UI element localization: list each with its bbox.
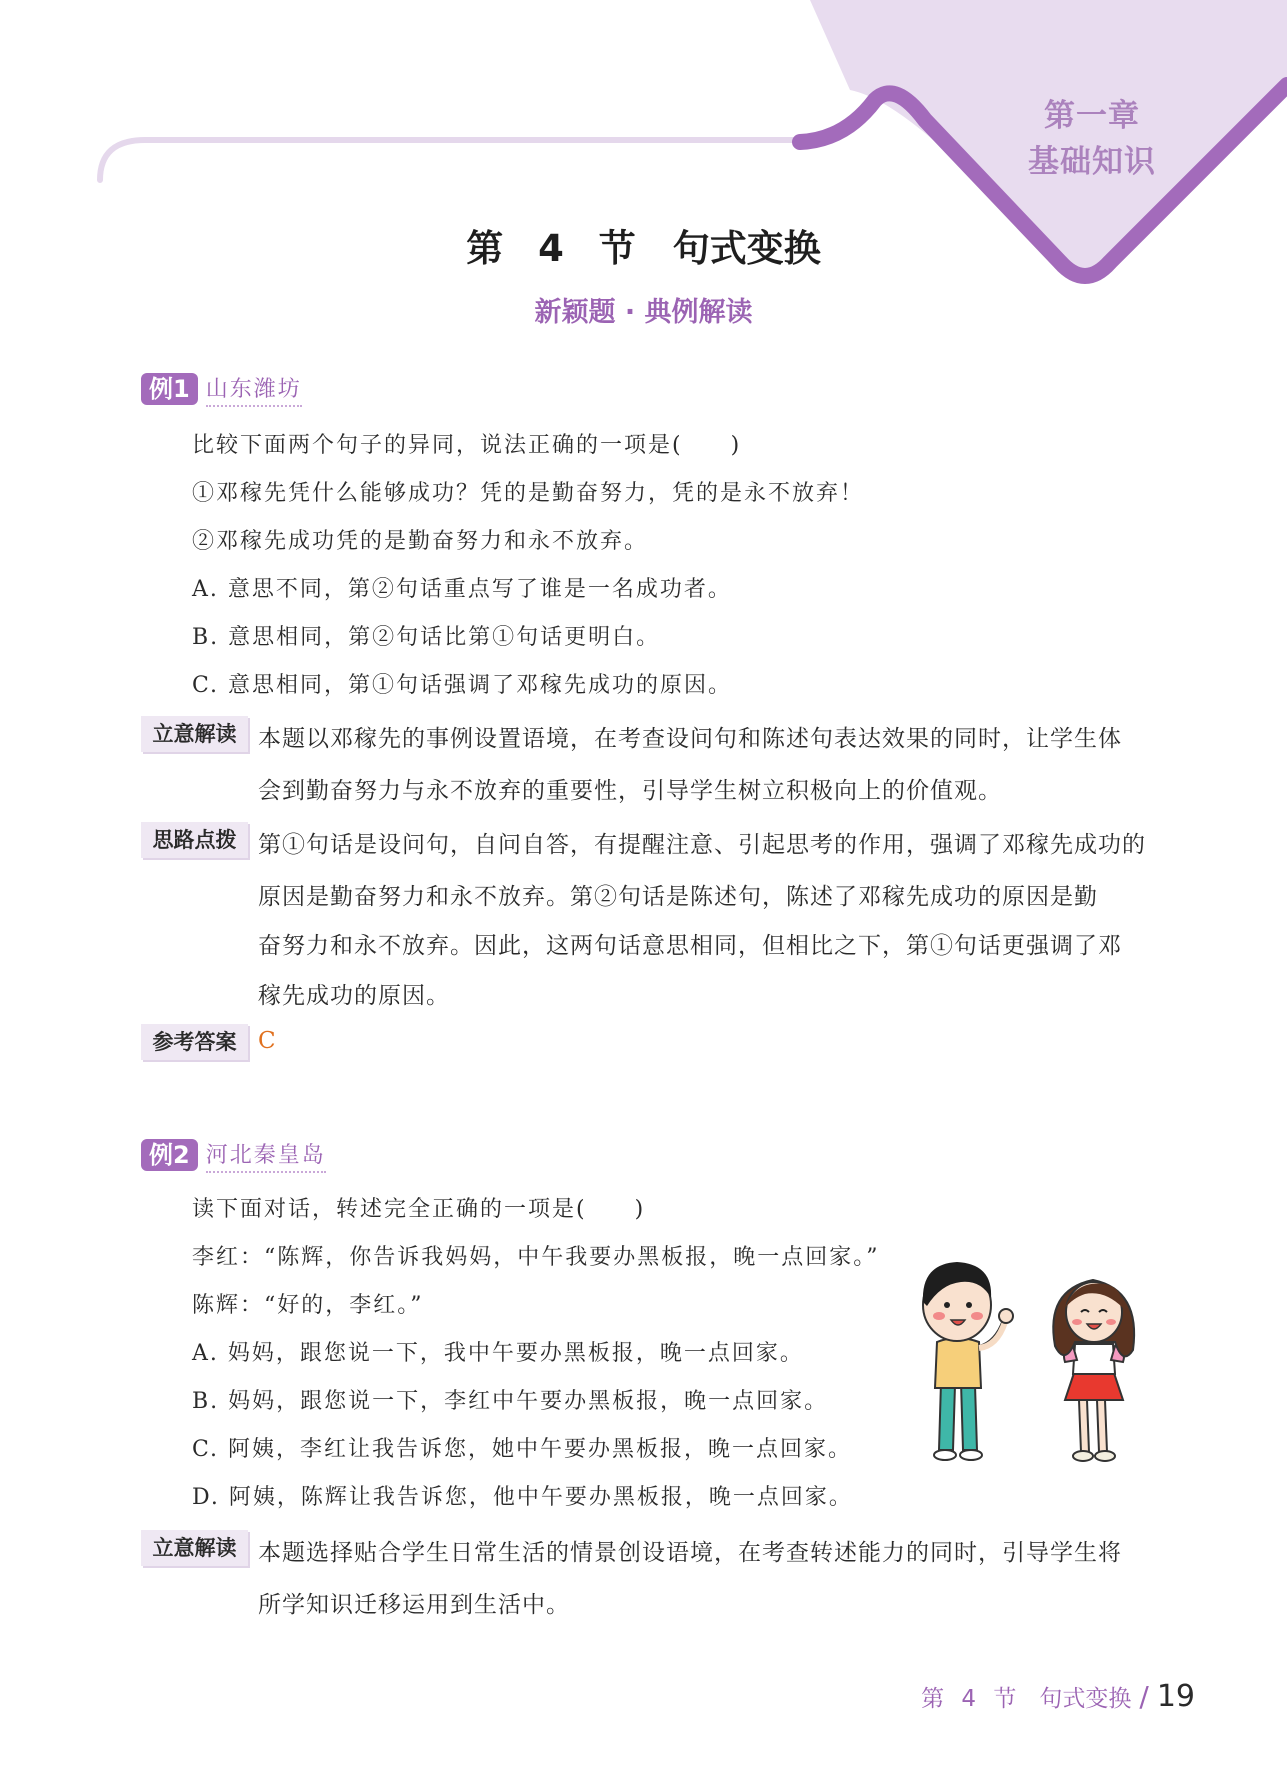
page-footer [921, 1679, 1195, 1714]
example2-badge: 例2 [141, 1139, 198, 1171]
example1-sentence-1: ①邓稼先凭什么能够成功？凭的是勤奋努力，凭的是永不放弃！ [192, 481, 865, 506]
example2-option-d: D. 阿姨，陈辉让我告诉您，他中午要办黑板报，晚一点回家。 [192, 1485, 853, 1510]
children-illustration [905, 1250, 1165, 1465]
example2-option-b: B. 妈妈，跟您说一下，李红中午要办黑板报，晚一点回家。 [192, 1389, 829, 1414]
example2-intent-line: 所学知识迁移运用到生活中。 [258, 1592, 570, 1618]
example1-option-a: A. 意思不同，第②句话重点写了谁是一名成功者。 [192, 577, 732, 602]
girl-figure [1053, 1280, 1134, 1461]
example1-hint-line: 稼先成功的原因。 [258, 983, 450, 1009]
section-subtitle: 新颖题 · 典例解读 [534, 297, 753, 328]
example2-question-stem: 读下面对话，转述完全正确的一项是( ) [192, 1197, 646, 1222]
header-rule-line [100, 100, 880, 180]
example1-option-b: B. 意思相同，第②句话比第①句话更明白。 [192, 625, 661, 650]
example1-source: 山东潍坊 [206, 372, 302, 407]
example1-answer: C [258, 1028, 277, 1054]
section-title: 第 4 节 句式变换 [466, 227, 821, 270]
chapter-label-line2: 基础知识 [1028, 144, 1156, 180]
example1-option-c: C. 意思相同，第①句话强调了邓稼先成功的原因。 [192, 673, 733, 698]
example1-hint-line: 第①句话是设问句，自问自答，有提醒注意、引起思考的作用，强调了邓稼先成功的 [258, 832, 1146, 858]
chapter-label-line1: 第一章 [1044, 98, 1140, 134]
example1-intent-line: 会到勤奋努力与永不放弃的重要性，引导学生树立积极向上的价值观。 [258, 778, 1002, 804]
example1-tag [141, 372, 302, 406]
example2-intent-label: 立意解读 [141, 1530, 248, 1566]
example1-hint-line: 原因是勤奋努力和永不放弃。第②句话是陈述句，陈述了邓稼先成功的原因是勤 [258, 884, 1098, 910]
boy-figure [923, 1262, 1013, 1460]
example2-intent-line: 本题选择贴合学生日常生活的情景创设语境，在考查转述能力的同时，引导学生将 [258, 1540, 1122, 1566]
example2-option-a: A. 妈妈，跟您说一下，我中午要办黑板报，晚一点回家。 [192, 1341, 804, 1366]
example1-intent-line: 本题以邓稼先的事例设置语境，在考查设问句和陈述句表达效果的同时，让学生体 [258, 726, 1122, 752]
example2-tag [141, 1138, 326, 1172]
example2-option-c: C. 阿姨，李红让我告诉您，她中午要办黑板报，晚一点回家。 [192, 1437, 853, 1462]
page-number: 19 [1156, 1679, 1195, 1714]
example2-dialogue-2: 陈辉：“好的，李红。” [192, 1293, 424, 1318]
example1-badge: 例1 [141, 373, 198, 405]
footer-section-title: 第 4 节 句式变换 [921, 1686, 1132, 1712]
footer-separator: / [1139, 1680, 1149, 1713]
example1-answer-label: 参考答案 [141, 1024, 248, 1060]
example1-hint-label: 思路点拨 [141, 822, 248, 858]
example1-question-stem: 比较下面两个句子的异同，说法正确的一项是( ) [192, 433, 742, 458]
example2-source: 河北秦皇岛 [206, 1138, 326, 1173]
example1-sentence-2: ②邓稼先成功凭的是勤奋努力和永不放弃。 [192, 529, 649, 554]
example1-hint-line: 奋努力和永不放弃。因此，这两句话意思相同，但相比之下，第①句话更强调了邓 [258, 933, 1122, 959]
example2-dialogue-1: 李红：“陈辉，你告诉我妈妈，中午我要办黑板报，晚一点回家。” [192, 1245, 880, 1270]
example1-intent-label: 立意解读 [141, 716, 248, 752]
